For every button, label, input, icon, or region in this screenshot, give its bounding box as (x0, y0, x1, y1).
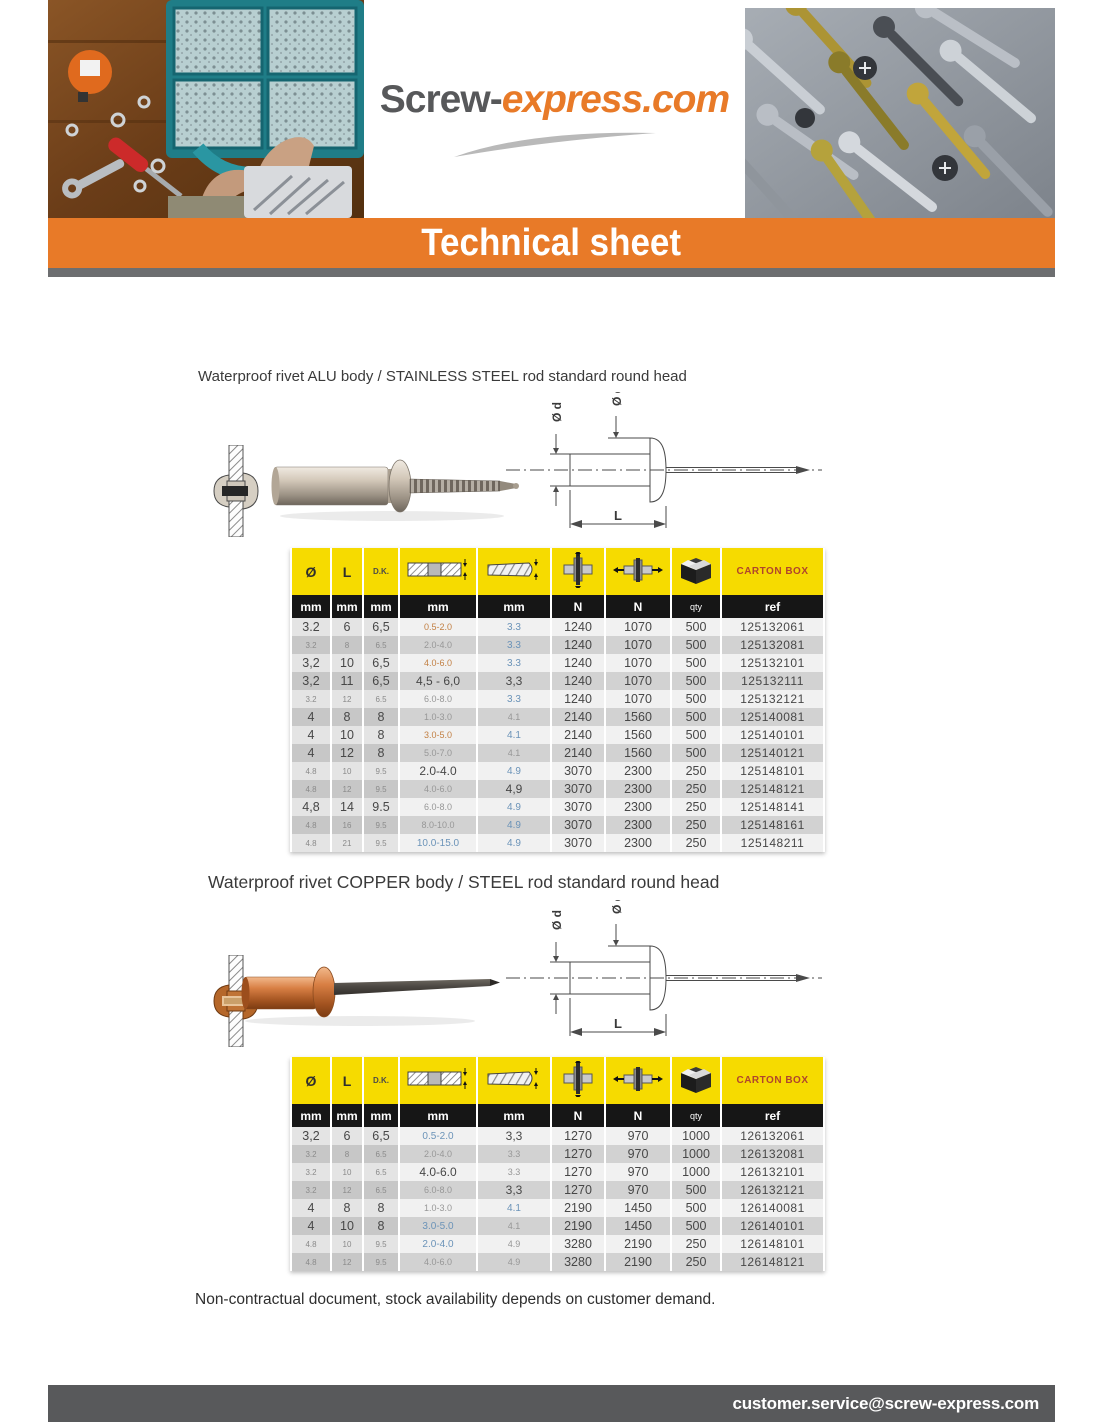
cell-d: 4.8 (291, 1235, 331, 1253)
cell-d: 3,2 (291, 654, 331, 672)
cell-ref: 125132081 (721, 636, 824, 654)
cell-d: 4 (291, 708, 331, 726)
cell-n2: 2300 (605, 780, 671, 798)
cell-dk: 9.5 (363, 834, 399, 852)
cell-dk: 6.5 (363, 1145, 399, 1163)
banner-shadow (48, 268, 1055, 277)
cell-n1: 1270 (551, 1181, 605, 1199)
cell-n1: 3070 (551, 780, 605, 798)
table-row (291, 762, 824, 780)
cell-dk: 9.5 (363, 798, 399, 816)
cell-qty: 250 (671, 1235, 721, 1253)
cell-n1: 2190 (551, 1199, 605, 1217)
cell-grip: 4.0-6.0 (399, 1253, 477, 1271)
cell-ref: 126132121 (721, 1181, 824, 1199)
cell-n2: 1560 (605, 744, 671, 762)
cell-grip: 2.0-4.0 (399, 636, 477, 654)
cell-d: 3.2 (291, 690, 331, 708)
cell-ref: 126148121 (721, 1253, 824, 1271)
cell-n2: 2190 (605, 1253, 671, 1271)
grip-range-icon (399, 1057, 477, 1104)
cell-grip: 3.0-5.0 (399, 726, 477, 744)
cell-qty: 500 (671, 636, 721, 654)
cell-n2: 970 (605, 1181, 671, 1199)
unit-mm: mm (331, 1104, 363, 1127)
cell-n1: 3070 (551, 798, 605, 816)
table-row (291, 726, 824, 744)
footer-bar (48, 1385, 1055, 1422)
cell-drill: 4.9 (477, 816, 551, 834)
cell-grip: 0.5-2.0 (399, 1127, 477, 1145)
unit-mm: mm (477, 1104, 551, 1127)
cell-ref: 125132061 (721, 618, 824, 636)
cell-dk: 8 (363, 726, 399, 744)
cell-n1: 3280 (551, 1253, 605, 1271)
table-row (291, 618, 824, 636)
cell-dk: 6.5 (363, 636, 399, 654)
cell-l: 12 (331, 780, 363, 798)
unit-mm: mm (291, 1104, 331, 1127)
drill-diameter-icon (477, 548, 551, 595)
cell-dk: 8 (363, 1217, 399, 1235)
cell-dk: 6,5 (363, 672, 399, 690)
cell-l: 21 (331, 834, 363, 852)
cell-grip: 2.0-4.0 (399, 762, 477, 780)
tensile-strength-icon (551, 548, 605, 595)
cell-d: 4 (291, 726, 331, 744)
cell-n2: 2300 (605, 834, 671, 852)
cell-n2: 1560 (605, 708, 671, 726)
table-row (291, 780, 824, 798)
cell-n1: 1240 (551, 654, 605, 672)
cell-d: 4 (291, 1199, 331, 1217)
table-row (291, 1217, 824, 1235)
cell-d: 4,8 (291, 798, 331, 816)
table-row (291, 690, 824, 708)
cell-l: 8 (331, 1199, 363, 1217)
cell-ref: 126132081 (721, 1145, 824, 1163)
contact-email-link[interactable]: customer.service@screw-express.com (732, 1393, 1039, 1413)
cell-l: 12 (331, 1181, 363, 1199)
cell-d: 3,2 (291, 672, 331, 690)
cell-grip: 6.0-8.0 (399, 1181, 477, 1199)
cell-grip: 2.0-4.0 (399, 1145, 477, 1163)
cell-drill: 4.9 (477, 1235, 551, 1253)
cell-dk: 9.5 (363, 1253, 399, 1271)
cell-l: 10 (331, 762, 363, 780)
cell-d: 3.2 (291, 1163, 331, 1181)
tensile-strength-icon (551, 1057, 605, 1104)
cell-d: 4 (291, 744, 331, 762)
section1-title: Waterproof rivet ALU body / STAINLESS STEEL rod standard round head (198, 368, 687, 385)
cell-ref: 126132101 (721, 1163, 824, 1181)
cell-d: 3.2 (291, 1145, 331, 1163)
logo-swoosh-icon (450, 128, 660, 158)
cell-drill: 3.3 (477, 1163, 551, 1181)
cell-drill: 4.1 (477, 1217, 551, 1235)
cell-ref: 125132121 (721, 690, 824, 708)
dim-label-d: Ø d (550, 402, 564, 422)
cell-drill: 3.3 (477, 654, 551, 672)
cell-d: 4 (291, 1217, 331, 1235)
cell-grip: 1.0-3.0 (399, 708, 477, 726)
cell-l: 12 (331, 1253, 363, 1271)
unit-qty: qty (671, 595, 721, 618)
installed-rivet-icon (212, 445, 260, 542)
cell-drill: 4.1 (477, 1199, 551, 1217)
cell-grip: 6.0-8.0 (399, 690, 477, 708)
rivet-dimension-drawing-2 (498, 900, 828, 1055)
table-row (291, 744, 824, 762)
cell-dk: 9.5 (363, 780, 399, 798)
cell-dk: 6,5 (363, 1127, 399, 1145)
cell-d: 4.8 (291, 834, 331, 852)
alu-rivet-photo (270, 450, 522, 529)
cell-dk: 9.5 (363, 816, 399, 834)
cell-qty: 500 (671, 726, 721, 744)
cell-drill: 4.1 (477, 744, 551, 762)
table-icon-header-row (291, 1057, 824, 1104)
cell-drill: 4.1 (477, 708, 551, 726)
col-diameter: Ø (291, 1057, 331, 1104)
table-row (291, 1235, 824, 1253)
cell-drill: 3,3 (477, 1181, 551, 1199)
cell-qty: 500 (671, 708, 721, 726)
cell-d: 3.2 (291, 636, 331, 654)
cell-grip: 4.0-6.0 (399, 780, 477, 798)
drill-diameter-icon (477, 1057, 551, 1104)
unit-qty: qty (671, 1104, 721, 1127)
cell-n1: 1270 (551, 1127, 605, 1145)
cell-qty: 250 (671, 1253, 721, 1271)
cell-n1: 1270 (551, 1145, 605, 1163)
cell-n1: 1270 (551, 1163, 605, 1181)
cell-l: 12 (331, 744, 363, 762)
cell-ref: 126132061 (721, 1127, 824, 1145)
table-row (291, 798, 824, 816)
cell-dk: 8 (363, 744, 399, 762)
cell-l: 10 (331, 726, 363, 744)
cell-qty: 500 (671, 1181, 721, 1199)
cell-drill: 3.3 (477, 636, 551, 654)
cell-qty: 500 (671, 618, 721, 636)
cell-ref: 125148121 (721, 780, 824, 798)
cell-drill: 4.9 (477, 762, 551, 780)
unit-n: N (551, 595, 605, 618)
cell-ref: 125148211 (721, 834, 824, 852)
cell-n2: 1070 (605, 690, 671, 708)
dim-label-d: Ø d (550, 910, 564, 930)
unit-n: N (551, 1104, 605, 1127)
cell-d: 3.2 (291, 1181, 331, 1199)
shear-strength-icon (605, 548, 671, 595)
cell-qty: 500 (671, 690, 721, 708)
cell-grip: 6.0-8.0 (399, 798, 477, 816)
cell-n1: 1240 (551, 618, 605, 636)
cell-d: 3,2 (291, 1127, 331, 1145)
col-dk: D.K. (363, 1057, 399, 1104)
cell-n2: 1450 (605, 1217, 671, 1235)
section2-title: Waterproof rivet COPPER body / STEEL rod standard round head (208, 872, 720, 892)
unit-ref: ref (721, 1104, 824, 1127)
carton-box-icon (671, 1057, 721, 1104)
cell-d: 4.8 (291, 780, 331, 798)
cell-dk: 9.5 (363, 1235, 399, 1253)
unit-mm: mm (363, 595, 399, 618)
cell-qty: 250 (671, 798, 721, 816)
cell-qty: 1000 (671, 1127, 721, 1145)
table-row (291, 654, 824, 672)
workbench-photo (48, 0, 364, 218)
cell-grip: 2.0-4.0 (399, 1235, 477, 1253)
grip-range-icon (399, 548, 477, 595)
table-row (291, 834, 824, 852)
cell-grip: 3.0-5.0 (399, 1217, 477, 1235)
cell-l: 8 (331, 636, 363, 654)
rivet-dimension-drawing (498, 392, 828, 547)
banner-title: Technical sheet (421, 221, 682, 264)
cell-n1: 2140 (551, 708, 605, 726)
cell-l: 10 (331, 1235, 363, 1253)
cell-n2: 1070 (605, 672, 671, 690)
cell-n2: 1450 (605, 1199, 671, 1217)
unit-ref: ref (721, 595, 824, 618)
cell-l: 11 (331, 672, 363, 690)
dim-label-dk: Ø dk (610, 900, 624, 914)
col-dk: D.K. (363, 548, 399, 595)
cell-n2: 2300 (605, 798, 671, 816)
cell-d: 4.8 (291, 816, 331, 834)
cell-l: 8 (331, 1145, 363, 1163)
cell-n2: 2300 (605, 762, 671, 780)
table-row (291, 1163, 824, 1181)
cell-qty: 1000 (671, 1145, 721, 1163)
banner (48, 218, 1055, 268)
cell-n2: 1070 (605, 636, 671, 654)
cell-drill: 3,3 (477, 1127, 551, 1145)
cell-l: 6 (331, 618, 363, 636)
cell-drill: 3,3 (477, 672, 551, 690)
cell-n1: 2190 (551, 1217, 605, 1235)
cell-qty: 500 (671, 744, 721, 762)
cell-l: 10 (331, 654, 363, 672)
cell-dk: 6,5 (363, 618, 399, 636)
col-carton-box: CARTON BOX (721, 548, 824, 595)
table-row (291, 708, 824, 726)
cell-n2: 1560 (605, 726, 671, 744)
cell-n1: 1240 (551, 672, 605, 690)
brand-logo (364, 78, 745, 122)
cell-d: 3.2 (291, 618, 331, 636)
cell-grip: 4.0-6.0 (399, 1163, 477, 1181)
cell-n1: 3070 (551, 816, 605, 834)
cell-n1: 1240 (551, 636, 605, 654)
cell-ref: 126140081 (721, 1199, 824, 1217)
cell-n2: 970 (605, 1145, 671, 1163)
cell-qty: 500 (671, 654, 721, 672)
shear-strength-icon (605, 1057, 671, 1104)
unit-n: N (605, 1104, 671, 1127)
cell-n2: 2300 (605, 816, 671, 834)
cell-l: 6 (331, 1127, 363, 1145)
table-row (291, 816, 824, 834)
unit-mm: mm (291, 595, 331, 618)
cell-ref: 125148161 (721, 816, 824, 834)
table-row (291, 1253, 824, 1271)
carton-box-icon (671, 548, 721, 595)
cell-n1: 3070 (551, 834, 605, 852)
cell-n2: 970 (605, 1127, 671, 1145)
dim-label-l: L (614, 1016, 622, 1031)
unit-n: N (605, 595, 671, 618)
cell-ref: 125140081 (721, 708, 824, 726)
table-units-row (291, 1104, 824, 1127)
cell-ref: 125140121 (721, 744, 824, 762)
cell-d: 4.8 (291, 762, 331, 780)
cell-ref: 125132111 (721, 672, 824, 690)
cell-grip: 8.0-10.0 (399, 816, 477, 834)
cell-n2: 1070 (605, 618, 671, 636)
table-row (291, 1145, 824, 1163)
logo-area (364, 0, 745, 218)
cell-drill: 3.3 (477, 1145, 551, 1163)
alu-rivet-spec-table (290, 548, 825, 852)
cell-drill: 3.3 (477, 618, 551, 636)
cell-drill: 4.9 (477, 798, 551, 816)
cell-dk: 9.5 (363, 762, 399, 780)
cell-drill: 4.9 (477, 834, 551, 852)
logo-part2: express.com (501, 78, 730, 121)
cell-n1: 3070 (551, 762, 605, 780)
cell-dk: 6.5 (363, 1163, 399, 1181)
copper-rivet-photo (240, 955, 502, 1034)
screws-photo (745, 8, 1055, 218)
dim-label-dk: Ø dk (610, 392, 624, 406)
cell-qty: 250 (671, 762, 721, 780)
cell-n2: 970 (605, 1163, 671, 1181)
col-carton-box: CARTON BOX (721, 1057, 824, 1104)
organizer-box (166, 0, 364, 174)
table-units-row (291, 595, 824, 618)
col-length: L (331, 1057, 363, 1104)
cell-ref: 125132101 (721, 654, 824, 672)
cell-grip: 0.5-2.0 (399, 618, 477, 636)
unit-mm: mm (399, 1104, 477, 1127)
cell-qty: 250 (671, 834, 721, 852)
non-contractual-note: Non-contractual document, stock availability depends on customer demand. (195, 1291, 716, 1308)
unit-mm: mm (363, 1104, 399, 1127)
cell-n2: 2190 (605, 1235, 671, 1253)
unit-mm: mm (399, 595, 477, 618)
cell-qty: 500 (671, 1199, 721, 1217)
cell-l: 10 (331, 1217, 363, 1235)
cell-ref: 125148101 (721, 762, 824, 780)
col-length: L (331, 548, 363, 595)
cell-l: 8 (331, 708, 363, 726)
cell-dk: 8 (363, 1199, 399, 1217)
cell-grip: 1.0-3.0 (399, 1199, 477, 1217)
table-row (291, 1127, 824, 1145)
cell-grip: 4,5 - 6,0 (399, 672, 477, 690)
cell-dk: 6,5 (363, 654, 399, 672)
cell-qty: 500 (671, 672, 721, 690)
unit-mm: mm (331, 595, 363, 618)
cell-qty: 1000 (671, 1163, 721, 1181)
cell-l: 10 (331, 1163, 363, 1181)
cell-drill: 4.1 (477, 726, 551, 744)
cell-qty: 500 (671, 1217, 721, 1235)
cell-qty: 250 (671, 780, 721, 798)
cell-n1: 2140 (551, 744, 605, 762)
cell-qty: 250 (671, 816, 721, 834)
table-row (291, 1199, 824, 1217)
table-icon-header-row (291, 548, 824, 595)
cell-drill: 4,9 (477, 780, 551, 798)
cell-dk: 6.5 (363, 690, 399, 708)
cell-grip: 10.0-15.0 (399, 834, 477, 852)
table-row (291, 636, 824, 654)
cell-dk: 6.5 (363, 1181, 399, 1199)
cell-n2: 1070 (605, 654, 671, 672)
cell-drill: 3.3 (477, 690, 551, 708)
cell-grip: 4.0-6.0 (399, 654, 477, 672)
table-row (291, 1181, 824, 1199)
cell-l: 12 (331, 690, 363, 708)
dim-label-l: L (614, 508, 622, 523)
cell-drill: 4.9 (477, 1253, 551, 1271)
cell-ref: 125140101 (721, 726, 824, 744)
cell-ref: 126140101 (721, 1217, 824, 1235)
copper-rivet-spec-table (290, 1057, 825, 1271)
cell-ref: 126148101 (721, 1235, 824, 1253)
cell-d: 4.8 (291, 1253, 331, 1271)
table-row (291, 672, 824, 690)
cell-n1: 1240 (551, 690, 605, 708)
cell-l: 14 (331, 798, 363, 816)
cell-l: 16 (331, 816, 363, 834)
cell-n1: 3280 (551, 1235, 605, 1253)
cell-n1: 2140 (551, 726, 605, 744)
unit-mm: mm (477, 595, 551, 618)
cell-dk: 8 (363, 708, 399, 726)
cell-grip: 5.0-7.0 (399, 744, 477, 762)
cell-ref: 125148141 (721, 798, 824, 816)
col-diameter: Ø (291, 548, 331, 595)
logo-part1: Screw- (379, 78, 502, 121)
